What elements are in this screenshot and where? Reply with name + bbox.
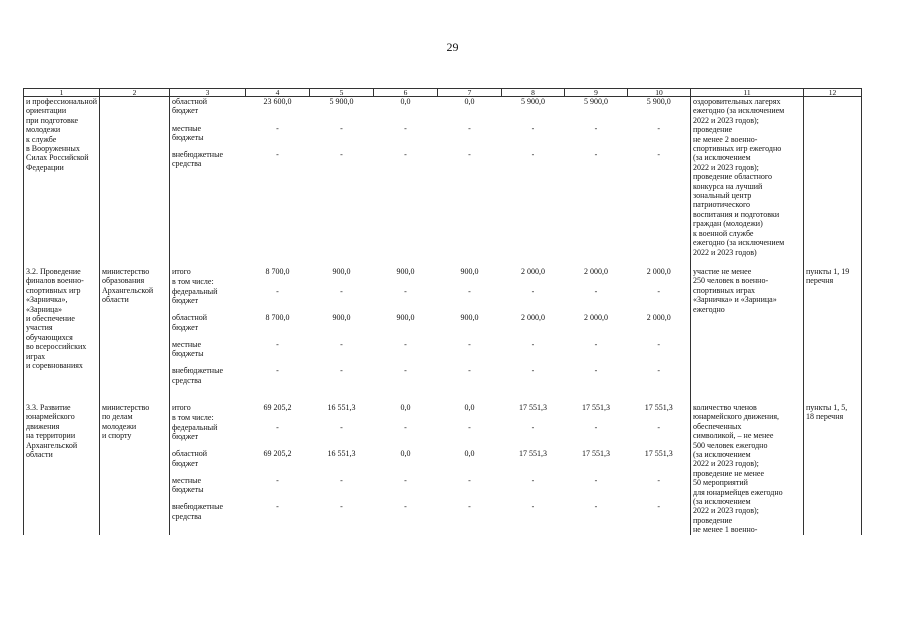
amount-value: - — [531, 475, 535, 485]
text-line: оздоровительных лагерях — [693, 97, 781, 106]
funding-source-item — [172, 449, 244, 476]
amount-value — [376, 413, 436, 423]
amount-value: - — [594, 286, 598, 296]
text-line: итого — [172, 266, 191, 276]
spacer-cell — [628, 257, 691, 267]
text-line: в том числе: — [172, 412, 214, 422]
amount-value: - — [340, 150, 343, 159]
text-line: воспитания и подготовки — [693, 209, 780, 219]
text-line: «Зарничка», — [26, 295, 68, 305]
amount-value: 5 900,0 — [584, 97, 608, 106]
text-line: (за исключением — [693, 153, 751, 163]
amount-value: - — [531, 366, 535, 376]
text-line: граждан (молодежи) — [693, 219, 763, 229]
funding-source-item — [172, 502, 244, 529]
spacer-cell — [246, 257, 310, 267]
text-line: Архангельской — [26, 440, 78, 450]
funding-source-item — [172, 277, 244, 287]
amount-value: - — [531, 123, 535, 133]
text-line: пункты 1, 19 — [806, 266, 850, 276]
amount-value: 17 551,3 — [644, 449, 673, 459]
text-line: и профессиональной — [26, 97, 97, 106]
amount-value — [312, 413, 372, 423]
program-table — [23, 88, 862, 535]
text-line: участия обучающихся — [26, 323, 73, 342]
amount-value: - — [404, 475, 407, 485]
text-line: 250 человек в военно- — [693, 276, 769, 286]
amount-value: - — [276, 286, 279, 296]
table-row — [24, 267, 862, 393]
spacer-cell — [374, 257, 438, 267]
amount-value — [630, 413, 689, 423]
amount-value: - — [340, 123, 343, 133]
funding-source-item — [172, 423, 244, 450]
amount-value: 8 700,0 — [265, 313, 290, 323]
column-number-5: 5 — [310, 89, 374, 97]
amount-value: - — [340, 422, 343, 432]
funding-source-item — [172, 476, 244, 503]
spacer-cell — [374, 393, 438, 403]
funding-source — [170, 267, 246, 393]
text-line: федеральный — [172, 286, 218, 296]
amount-value — [376, 277, 436, 287]
amount-value: - — [531, 150, 535, 159]
text-line: финалов военно- — [26, 276, 84, 286]
amount-value: - — [468, 475, 471, 485]
amount-value: 2 000,0 — [584, 313, 608, 323]
funding-amount-col-4 — [246, 97, 310, 257]
column-number-6: 6 — [374, 89, 438, 97]
text-line: играх — [26, 351, 46, 361]
amount-value: - — [404, 366, 407, 376]
amount-value: - — [657, 502, 661, 512]
amount-value: - — [404, 502, 407, 512]
amount-value: - — [531, 339, 535, 349]
spacer-cell — [24, 393, 100, 403]
text-line: бюджет — [172, 322, 199, 332]
page-number: 29 — [446, 40, 459, 54]
plan-reference — [804, 97, 862, 257]
amount-value: 900,0 — [460, 313, 479, 323]
spacer-cell — [24, 257, 100, 267]
funding-amount-col-9 — [565, 97, 628, 257]
text-line: местные — [172, 339, 202, 349]
amount-value: 900,0 — [332, 266, 351, 276]
spacer-cell — [438, 257, 502, 267]
amount-value: 2 000,0 — [646, 266, 671, 276]
text-line: образования — [102, 276, 145, 286]
text-line: бюджеты — [172, 132, 204, 142]
spacer-cell — [628, 393, 691, 403]
responsible-executor — [100, 267, 170, 393]
funding-source-item — [172, 313, 244, 340]
text-line: участие не менее — [693, 266, 752, 276]
amount-value: - — [657, 366, 661, 376]
text-line: внебюджетные — [172, 502, 223, 512]
spacer-cell — [438, 393, 502, 403]
text-line: проведение — [693, 125, 733, 135]
text-line: 2022 и 2023 годов); — [693, 506, 759, 516]
text-line: (за исключением — [693, 496, 751, 506]
amount-value: 5 900,0 — [329, 97, 354, 106]
amount-value — [248, 277, 308, 287]
amount-value: - — [468, 286, 471, 296]
amount-value: 0,0 — [464, 97, 475, 106]
text-line: «Зарничка» и «Зарница» — [693, 295, 777, 305]
amount-value: - — [531, 502, 535, 512]
amount-value: - — [594, 150, 598, 159]
amount-value: - — [468, 366, 471, 376]
funding-amount-col-8 — [502, 267, 565, 393]
spacer-cell — [100, 257, 170, 267]
amount-value — [440, 277, 500, 287]
text-line: Силах Российской — [26, 153, 89, 163]
text-line: итого — [172, 402, 191, 412]
text-line: «Зарница» — [26, 304, 62, 314]
text-line: количество членов — [693, 402, 757, 412]
amount-value: - — [340, 502, 343, 512]
amount-value: - — [594, 475, 598, 485]
amount-value: - — [531, 286, 535, 296]
amount-value: 900,0 — [332, 313, 351, 323]
responsible-executor — [100, 403, 170, 535]
amount-value: - — [468, 502, 471, 512]
amount-value: 2 000,0 — [646, 313, 671, 323]
text-line: средства — [172, 511, 202, 521]
activity-name — [24, 267, 100, 393]
amount-value: - — [340, 286, 343, 296]
text-line: области — [26, 449, 53, 459]
text-line: молодежи — [26, 125, 61, 135]
funding-amount-col-7 — [438, 403, 502, 535]
amount-value — [567, 413, 626, 423]
funding-source-item — [172, 124, 244, 151]
amount-value: - — [276, 123, 279, 133]
funding-amount-col-8 — [502, 403, 565, 535]
amount-value: 2 000,0 — [521, 266, 545, 276]
responsible-executor — [100, 97, 170, 257]
funding-source-item — [172, 150, 244, 177]
column-number-2: 2 — [100, 89, 170, 97]
funding-amount-col-5 — [310, 403, 374, 535]
text-line: ориентации — [26, 106, 67, 116]
amount-value: 17 551,3 — [582, 402, 610, 412]
text-line: 2022 и 2023 годов); — [693, 459, 759, 469]
funding-source-item — [172, 413, 244, 423]
text-line: в том числе: — [172, 276, 214, 286]
amount-value: 2 000,0 — [584, 266, 608, 276]
table-row — [24, 403, 862, 535]
text-line: 18 перечня — [806, 412, 844, 422]
funding-amount-col-6 — [374, 97, 438, 257]
text-line: спортивных играх — [693, 285, 756, 295]
text-line: бюджет — [172, 296, 199, 306]
amount-value: 5 900,0 — [521, 97, 545, 106]
amount-value: - — [594, 366, 598, 376]
amount-value: - — [404, 123, 407, 133]
amount-value: 0,0 — [464, 449, 475, 459]
text-line: бюджеты — [172, 349, 204, 359]
text-line: Архангельской — [102, 285, 154, 295]
text-line: не менее 1 военно- — [693, 525, 758, 535]
funding-amount-col-6 — [374, 403, 438, 535]
amount-value: 17 551,3 — [644, 402, 673, 412]
amount-value: 17 551,3 — [519, 449, 547, 459]
amount-value: - — [657, 123, 661, 133]
amount-value: - — [594, 422, 598, 432]
funding-source-item — [172, 267, 244, 277]
funding-amount-col-9 — [565, 403, 628, 535]
amount-value: - — [657, 475, 661, 485]
amount-value: - — [276, 422, 279, 432]
funding-amount-col-10 — [628, 97, 691, 257]
amount-value: - — [531, 422, 535, 432]
text-line: и спорту — [102, 431, 132, 441]
text-line: конкурса на лучший — [693, 181, 763, 191]
text-line: областной — [172, 449, 208, 459]
funding-amount-col-10 — [628, 403, 691, 535]
amount-value: 23 600,0 — [263, 97, 292, 106]
amount-value: - — [468, 123, 471, 133]
amount-value: - — [657, 150, 661, 159]
text-line: символикой, – не менее — [693, 431, 774, 441]
text-line: проведение областного — [693, 172, 773, 182]
amount-value: - — [276, 150, 279, 159]
amount-value: 900,0 — [460, 266, 479, 276]
text-line: 2022 и 2023 годов); — [693, 162, 759, 172]
amount-value: 16 551,3 — [327, 402, 356, 412]
text-line: бюджеты — [172, 485, 204, 495]
amount-value: - — [594, 123, 598, 133]
text-line: и соревнованиях — [26, 360, 83, 370]
expected-results — [691, 97, 804, 257]
text-line: внебюджетные — [172, 150, 223, 159]
funding-amount-col-10 — [628, 267, 691, 393]
column-number-12: 12 — [804, 89, 862, 97]
amount-value: - — [468, 150, 471, 159]
amount-value: - — [276, 475, 279, 485]
text-line: зональный центр — [693, 191, 752, 201]
text-line: патриотического — [693, 200, 751, 210]
text-line: проведение не менее — [693, 468, 765, 478]
amount-value: 69 205,2 — [263, 402, 292, 412]
text-line: Федерации — [26, 162, 64, 172]
column-number-11: 11 — [691, 89, 804, 97]
text-line: движения — [26, 421, 60, 431]
spacer-cell — [502, 393, 565, 403]
spacer-cell — [170, 393, 246, 403]
spacer-cell — [804, 393, 862, 403]
plan-reference — [804, 403, 862, 535]
amount-value — [248, 413, 308, 423]
column-number-9: 9 — [565, 89, 628, 97]
amount-value: 0,0 — [400, 97, 411, 106]
text-line: 500 человек ежегодно — [693, 440, 768, 450]
funding-source-item — [172, 403, 244, 413]
text-line: министерство — [102, 266, 150, 276]
text-line: проведение — [693, 515, 733, 525]
amount-value: - — [468, 339, 471, 349]
amount-value: - — [404, 150, 407, 159]
text-line: 2022 и 2023 годов) — [693, 247, 757, 257]
expected-results — [691, 267, 804, 393]
spacer-cell — [565, 393, 628, 403]
activity-name — [24, 97, 100, 257]
block-spacer — [24, 257, 862, 267]
amount-value — [504, 413, 563, 423]
text-line: молодежи — [102, 421, 137, 431]
amount-value: 0,0 — [464, 402, 475, 412]
amount-value: - — [404, 422, 407, 432]
activity-name — [24, 403, 100, 535]
text-line: не менее 2 военно- — [693, 134, 758, 144]
spacer-cell — [246, 393, 310, 403]
column-number-10: 10 — [628, 89, 691, 97]
text-line: областной — [172, 97, 208, 106]
column-number-4: 4 — [246, 89, 310, 97]
spacer-cell — [100, 393, 170, 403]
amount-value: - — [657, 339, 661, 349]
spacer-cell — [170, 257, 246, 267]
text-line: к службе — [26, 134, 57, 144]
text-line: министерство — [102, 402, 150, 412]
column-number-7: 7 — [438, 89, 502, 97]
text-line: во всероссийских — [26, 342, 87, 352]
amount-value: 8 700,0 — [265, 266, 290, 276]
text-line: юнармейского движения, — [693, 412, 780, 422]
text-line: на территории — [26, 431, 76, 441]
column-number-1: 1 — [24, 89, 100, 97]
text-line: юнармейского — [26, 412, 75, 422]
text-line: средства — [172, 159, 202, 169]
text-line: средства — [172, 375, 202, 385]
block-spacer — [24, 393, 862, 403]
funding-amount-col-5 — [310, 97, 374, 257]
funding-amount-col-7 — [438, 97, 502, 257]
spacer-cell — [565, 257, 628, 267]
column-number-3: 3 — [170, 89, 246, 97]
amount-value — [630, 277, 689, 287]
amount-value: 17 551,3 — [582, 449, 610, 459]
expected-results — [691, 403, 804, 535]
text-line: в Вооруженных — [26, 144, 80, 154]
spacer-cell — [691, 393, 804, 403]
amount-value — [567, 277, 626, 287]
amount-value — [440, 413, 500, 423]
text-line: местные — [172, 123, 202, 133]
amount-value: - — [276, 339, 279, 349]
text-line: к военной службе — [693, 228, 754, 238]
amount-value: - — [340, 475, 343, 485]
funding-source-item — [172, 97, 244, 124]
table-row — [24, 97, 862, 257]
amount-value: 0,0 — [400, 449, 411, 459]
funding-source — [170, 97, 246, 257]
funding-source — [170, 403, 246, 535]
amount-value: - — [340, 339, 343, 349]
funding-amount-col-6 — [374, 267, 438, 393]
amount-value: - — [404, 339, 407, 349]
text-line: пункты 1, 5, — [806, 402, 848, 412]
amount-value — [504, 277, 563, 287]
amount-value: - — [340, 366, 343, 376]
amount-value: - — [276, 502, 279, 512]
amount-value — [312, 277, 372, 287]
text-line: ежегодно (за исключением — [693, 106, 785, 116]
amount-value: 69 205,2 — [263, 449, 292, 459]
spacer-cell — [310, 257, 374, 267]
amount-value: 900,0 — [396, 313, 415, 323]
funding-amount-col-8 — [502, 97, 565, 257]
column-number-8: 8 — [502, 89, 565, 97]
amount-value: 17 551,3 — [519, 402, 547, 412]
text-line: спортивных игр ежегодно — [693, 144, 782, 154]
funding-source-item — [172, 340, 244, 367]
text-line: для юнармейцев ежегодно — [693, 487, 783, 497]
text-line: обеспеченных — [693, 421, 742, 431]
amount-value: - — [657, 422, 661, 432]
text-line: местные — [172, 475, 202, 485]
spacer-cell — [310, 393, 374, 403]
text-line: 3.2. Проведение — [26, 266, 81, 276]
text-line: (за исключением — [693, 449, 751, 459]
funding-amount-col-9 — [565, 267, 628, 393]
amount-value: - — [276, 366, 279, 376]
column-number-row — [24, 89, 862, 97]
funding-amount-col-4 — [246, 267, 310, 393]
text-line: при подготовке — [26, 115, 79, 125]
amount-value: - — [404, 286, 407, 296]
text-line: спортивных игр — [26, 285, 81, 295]
amount-value: - — [594, 339, 598, 349]
text-line: по делам — [102, 412, 133, 422]
amount-value: 5 900,0 — [646, 97, 671, 106]
text-line: федеральный — [172, 422, 218, 432]
text-line: бюджет — [172, 432, 199, 442]
amount-value: - — [468, 422, 471, 432]
amount-value: 0,0 — [400, 402, 411, 412]
funding-source-item — [172, 366, 244, 393]
amount-value: 16 551,3 — [327, 449, 356, 459]
text-line: внебюджетные — [172, 366, 223, 376]
text-line: и обеспечение — [26, 313, 75, 323]
amount-value: - — [594, 502, 598, 512]
text-line: 3.3. Развитие — [26, 402, 71, 412]
text-line: области — [102, 295, 129, 305]
text-line: 50 мероприятий — [693, 478, 748, 488]
text-line: областной — [172, 313, 208, 323]
amount-value: - — [657, 286, 661, 296]
plan-reference — [804, 267, 862, 393]
spacer-cell — [804, 257, 862, 267]
funding-amount-col-5 — [310, 267, 374, 393]
text-line: перечня — [806, 276, 834, 286]
text-line: ежегодно — [693, 304, 725, 314]
text-line: бюджет — [172, 458, 199, 468]
funding-source-item — [172, 287, 244, 314]
amount-value: 900,0 — [396, 266, 415, 276]
text-line: бюджет — [172, 106, 199, 116]
spacer-cell — [502, 257, 565, 267]
amount-value: 2 000,0 — [521, 313, 545, 323]
funding-amount-col-4 — [246, 403, 310, 535]
funding-amount-col-7 — [438, 267, 502, 393]
spacer-cell — [691, 257, 804, 267]
text-line: ежегодно (за исключением — [693, 238, 785, 248]
text-line: 2022 и 2023 годов); — [693, 115, 759, 125]
